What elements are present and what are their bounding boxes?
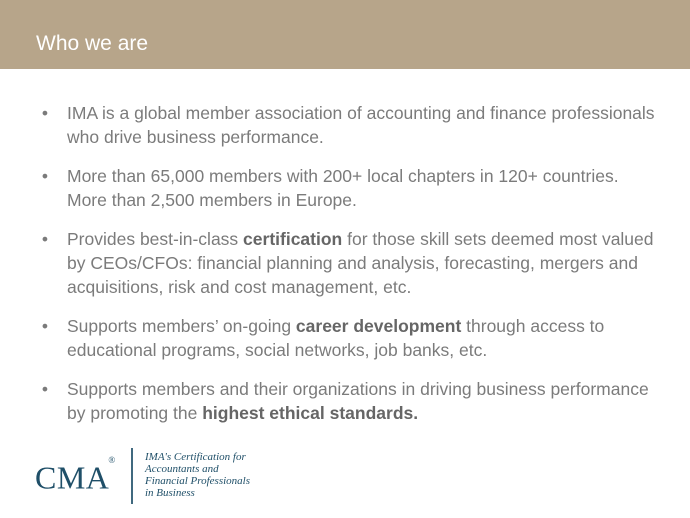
bullet-text: through access to educational programs, social networks, job banks, etc. [67,316,605,360]
bullet-item [36,227,656,299]
tagline-line: Financial Professionals [145,475,251,487]
bullet-text: Supports members’ on-going [67,316,296,336]
bullet-item [36,101,656,149]
bullet-text: Provides best-in-class [67,229,244,249]
bullet-item [36,164,656,212]
bullet-text: for those skill sets deemed most valued by CEOs/CFOs: financial planning and analysis, forecasting, mergers and acquisitions, risk and cost management, etc. [67,229,654,297]
bullet-marker: • [41,166,49,186]
registered-mark: ® [108,455,116,465]
bullet-marker: • [41,103,49,123]
tagline-line: IMA's Certification for [145,451,246,463]
bullet-emphasis: highest ethical standards. [202,403,419,423]
bullet-emphasis: certification [243,229,343,249]
bullet-emphasis: career development [295,316,462,336]
slide-title: Who we are [36,32,149,55]
cma-logo [35,455,116,496]
bullet-marker: • [41,379,49,399]
bullet-marker: • [41,229,49,249]
bullet-text: IMA is a global member association of accounting and finance professionals who drive business performance. [67,103,655,147]
bullet-text: Supports members and their organizations in driving business performance by promoting the [67,379,649,423]
tagline-line: Accountants and [145,463,219,475]
bullet-text: More than 65,000 members with 200+ local chapters in 120+ countries. More than 2,500 members in Europe. [67,166,619,210]
tagline-line: in Business [145,487,195,499]
bullet-item [36,377,656,425]
logo-divider [131,448,133,504]
bullet-marker: • [41,316,49,336]
cma-logo-text: CMA [35,459,110,496]
bullet-item [36,314,656,362]
logo-tagline [145,451,285,499]
bullet-list [36,101,656,440]
cma-logo-area [35,448,285,506]
